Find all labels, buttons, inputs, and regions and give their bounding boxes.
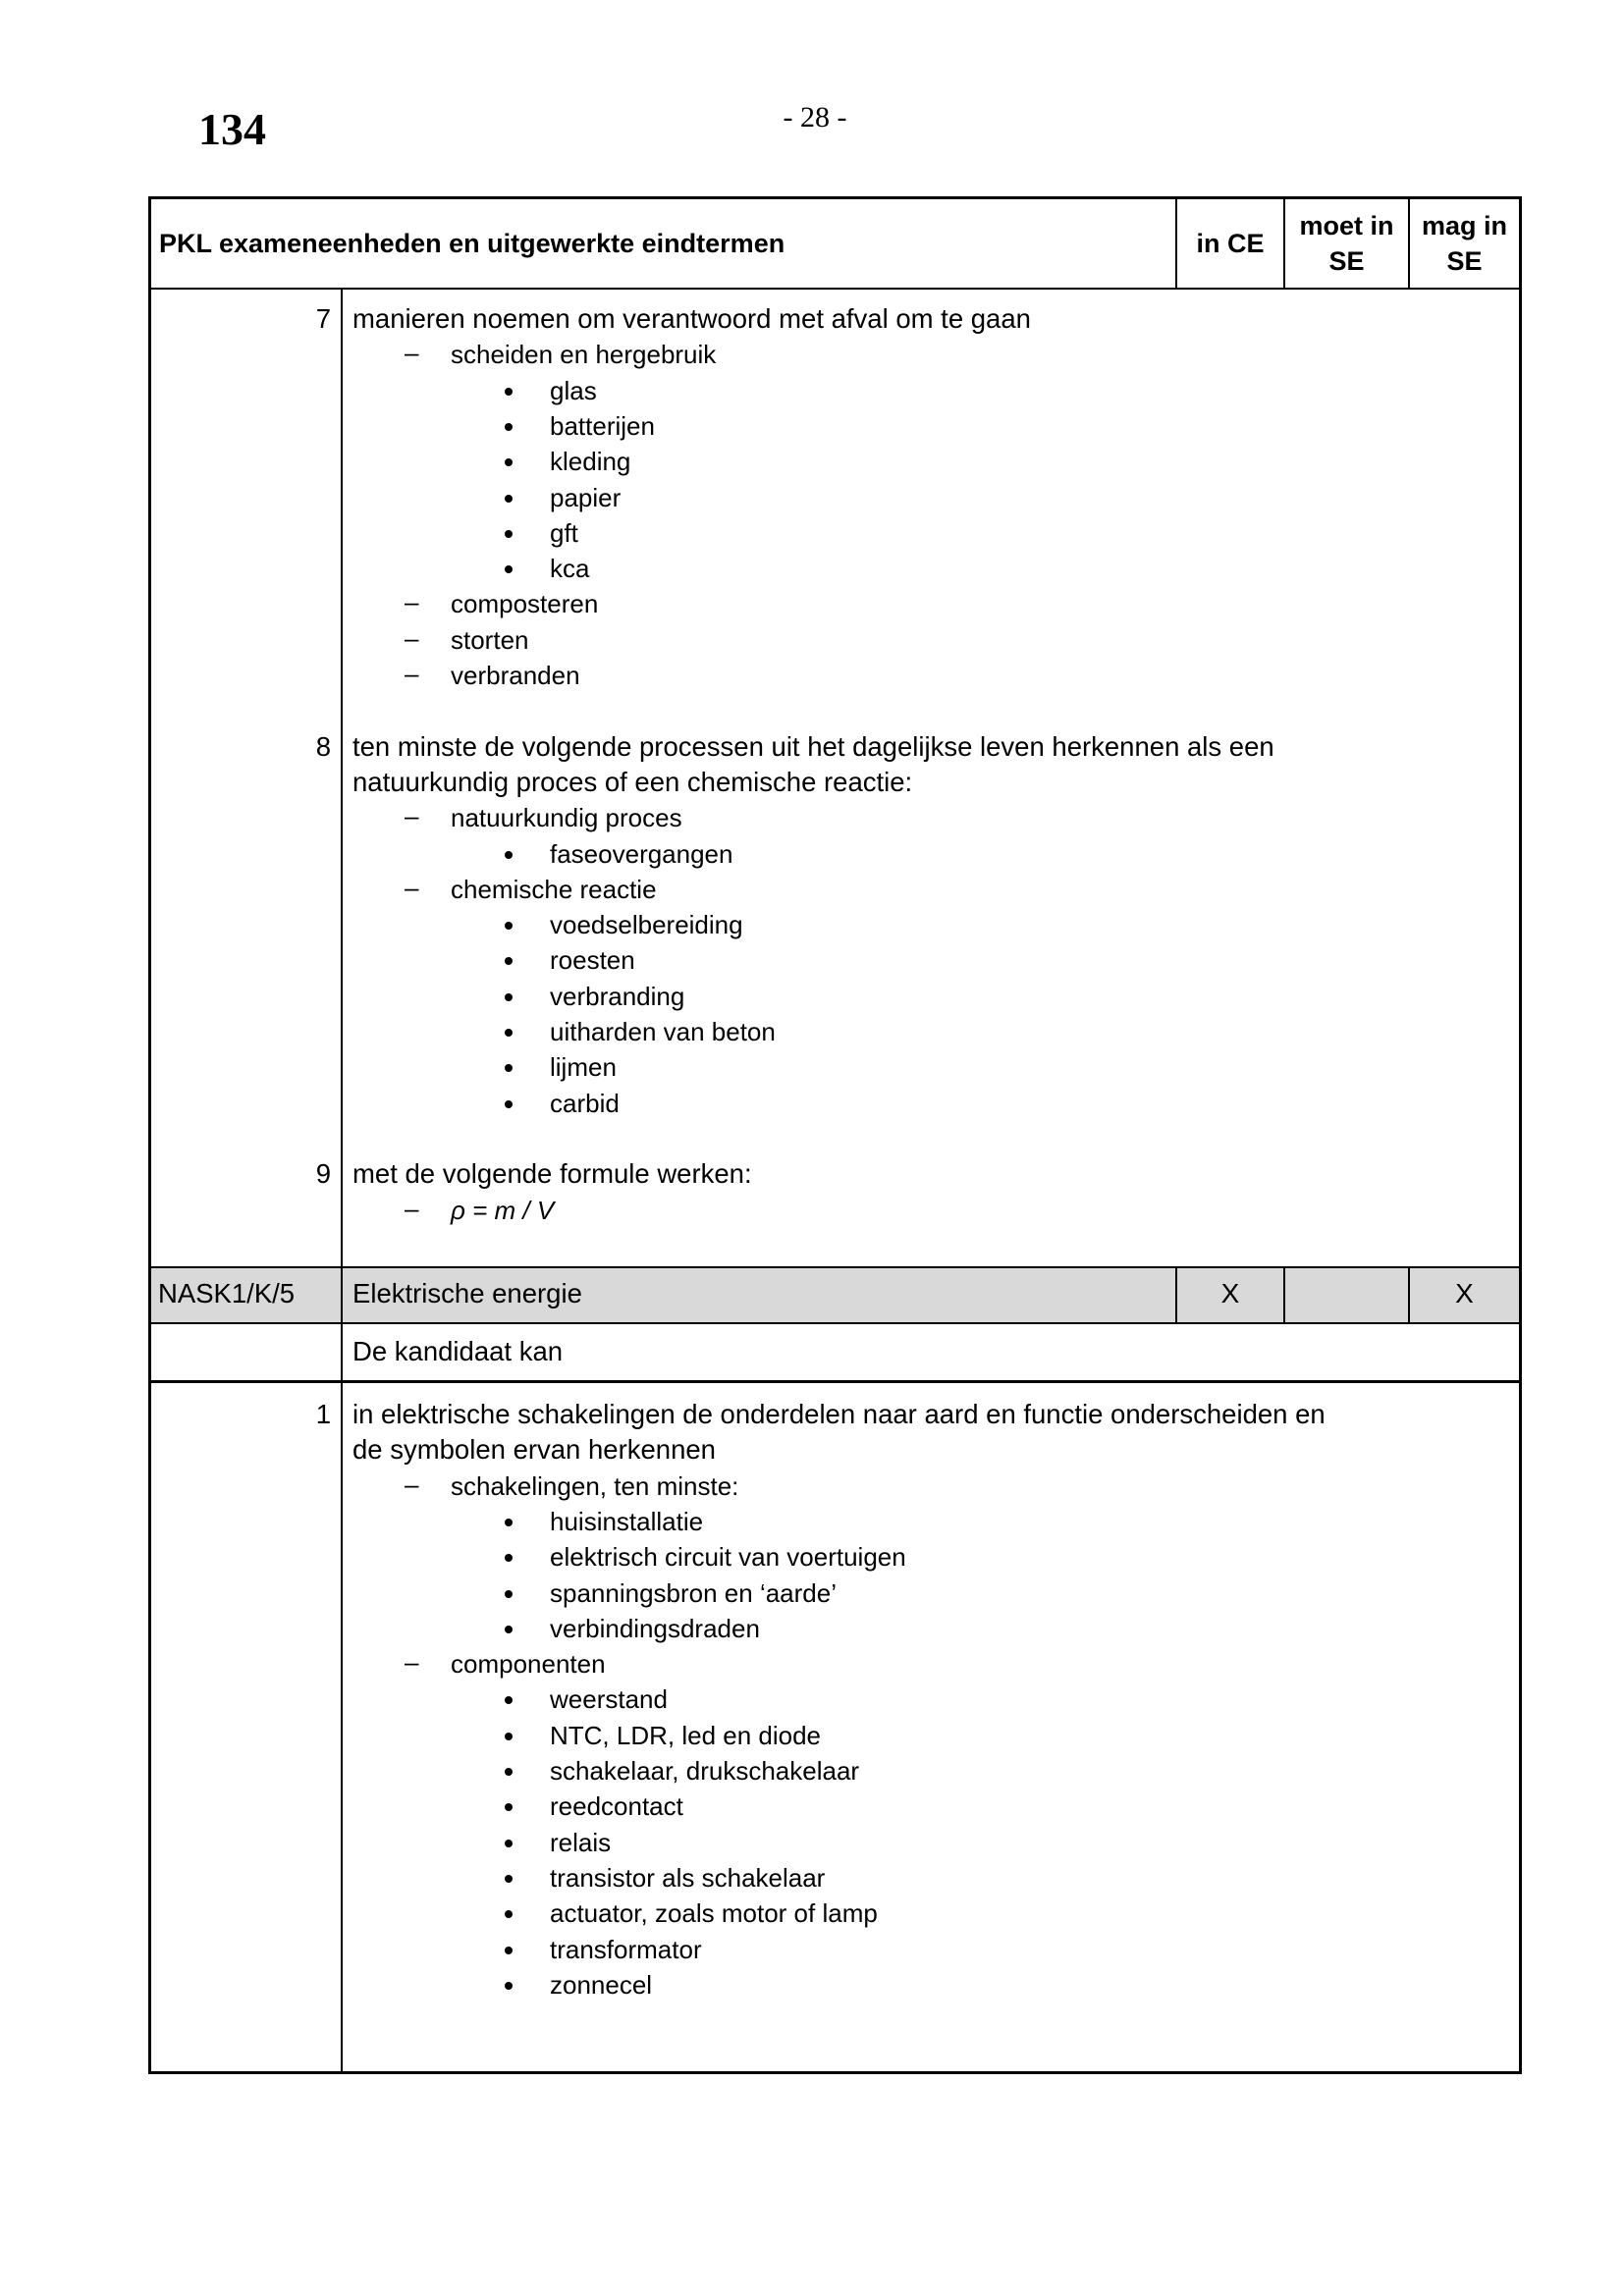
- bullet-item: papier: [550, 482, 622, 512]
- bullet-icon: [505, 1840, 513, 1847]
- bullet-item: elektrisch circuit van voertuigen: [550, 1542, 906, 1573]
- bullet-item: relais: [550, 1827, 612, 1857]
- bullet-item: actuator, zoals motor of lamp: [550, 1898, 878, 1929]
- bullet-item: lijmen: [550, 1052, 617, 1083]
- bullet-item: reedcontact: [550, 1791, 683, 1822]
- code-column-border: [341, 288, 343, 2074]
- header-in-ce: in CE: [1196, 229, 1265, 258]
- dash-marker: –: [405, 801, 419, 831]
- section-moet-border: [1283, 1266, 1285, 1324]
- intro-row-bottom-border: [148, 1380, 1522, 1383]
- header-bottom-border: [148, 288, 1522, 290]
- header-mag-line2: SE: [1446, 246, 1483, 276]
- section-row-bottom-border: [148, 1322, 1522, 1324]
- bullet-item: weerstand: [550, 1684, 668, 1715]
- bullet-item: transformator: [550, 1934, 702, 1964]
- bullet-icon: [505, 1947, 513, 1954]
- objective-number: 1: [315, 1399, 331, 1429]
- objective-text-line: manieren noemen om verantwoord met afval om te gaan: [352, 303, 1031, 334]
- bullet-icon: [505, 495, 513, 503]
- sub-item-label: storten: [451, 624, 529, 655]
- bullet-icon: [505, 1626, 513, 1633]
- sub-item-label: scheiden en hergebruik: [451, 340, 717, 370]
- table-top-border: [148, 196, 1522, 199]
- bullet-icon: [505, 1064, 513, 1072]
- bullet-item: faseovergangen: [550, 838, 733, 869]
- bullet-icon: [505, 1910, 513, 1918]
- table-bottom-border: [148, 2071, 1522, 2074]
- dash-marker: –: [405, 1468, 419, 1499]
- bullet-icon: [505, 458, 513, 466]
- dash-marker: –: [405, 1647, 419, 1678]
- bullet-icon: [505, 423, 513, 431]
- bullet-item: NTC, LDR, led en diode: [550, 1720, 822, 1750]
- bullet-icon: [505, 1696, 513, 1704]
- bullet-icon: [505, 1875, 513, 1883]
- bullet-icon: [505, 565, 513, 573]
- bullet-item: transistor als schakelaar: [550, 1862, 826, 1893]
- bullet-icon: [505, 1982, 513, 1990]
- bullet-item: huisinstallatie: [550, 1506, 704, 1536]
- table-right-border: [1519, 196, 1522, 2074]
- header-mag-in-se: [1410, 208, 1519, 279]
- bullet-item: zonnecel: [550, 1969, 653, 2000]
- bullet-icon: [505, 1554, 513, 1562]
- page-number: - 28 -: [783, 101, 847, 133]
- bullet-icon: [505, 851, 513, 859]
- table-left-border: [148, 196, 151, 2074]
- bullet-item: kleding: [550, 447, 631, 477]
- sub-item-label: schakelingen, ten minste:: [451, 1470, 739, 1501]
- document-number: 134: [198, 104, 266, 154]
- bullet-item: carbid: [550, 1088, 620, 1118]
- bullet-item: roesten: [550, 945, 635, 976]
- dash-marker: –: [405, 872, 419, 902]
- bullet-icon: [505, 1519, 513, 1526]
- sub-item-label: ρ = m / V: [451, 1195, 555, 1225]
- dash-marker: –: [405, 338, 419, 368]
- bullet-item: spanningsbron en ‘aarde’: [550, 1577, 837, 1608]
- sub-item-label: componenten: [451, 1649, 606, 1680]
- bullet-item: schakelaar, drukschakelaar: [550, 1756, 860, 1786]
- section-title: Elektrische energie: [352, 1278, 582, 1308]
- bullet-icon: [505, 993, 513, 1001]
- sub-item-label: composteren: [451, 589, 599, 619]
- bullet-icon: [505, 1029, 513, 1037]
- bullet-item: gft: [550, 517, 578, 548]
- objective-text-line: met de volgende formule werken:: [352, 1158, 752, 1190]
- bullet-icon: [505, 1733, 513, 1740]
- objective-number: 7: [315, 303, 331, 334]
- bullet-icon: [505, 1803, 513, 1811]
- objective-text-line: ten minste de volgende processen uit het dagelijkse leven herkennen als een: [352, 730, 1274, 762]
- bullet-item: kca: [550, 554, 590, 584]
- bullet-icon: [505, 530, 513, 538]
- bullet-icon: [505, 957, 513, 965]
- header-moet-line1: moet in: [1299, 211, 1394, 240]
- bullet-item: uitharden van beton: [550, 1017, 776, 1046]
- dash-marker: –: [405, 659, 419, 688]
- bullet-icon: [505, 922, 513, 930]
- objective-number: 8: [315, 730, 331, 762]
- header-mag-line1: mag in: [1421, 211, 1507, 240]
- objective-number: 9: [315, 1158, 331, 1190]
- dash-marker: –: [405, 1193, 419, 1223]
- bullet-icon: [505, 1590, 513, 1598]
- objective-text-line: in elektrische schakelingen de onderdelen naar aard en functie onderscheiden en: [352, 1399, 1326, 1429]
- section-code: NASK1/K/5: [158, 1278, 296, 1308]
- sub-item-label: verbranden: [451, 661, 580, 690]
- dash-marker: –: [405, 587, 419, 617]
- section-in-ce-mark: X: [1220, 1278, 1240, 1308]
- header-moet-line2: SE: [1328, 246, 1365, 276]
- objective-text-line: de symbolen ervan herkennen: [352, 1434, 716, 1466]
- bullet-icon: [505, 1100, 513, 1108]
- bullet-icon: [505, 1768, 513, 1776]
- sub-item-label: natuurkundig proces: [451, 803, 682, 833]
- bullet-item: verbranding: [550, 981, 685, 1011]
- section-row-top-border: [148, 1266, 1522, 1268]
- bullet-icon: [505, 388, 513, 396]
- sub-item-label: chemische reactie: [451, 874, 657, 904]
- dash-marker: –: [405, 622, 419, 653]
- bullet-item: batterijen: [550, 410, 655, 441]
- section-mag-in-se-mark: X: [1455, 1278, 1474, 1308]
- bullet-item: glas: [550, 375, 597, 405]
- section-intro: De kandidaat kan: [352, 1336, 564, 1366]
- header-moet-in-se: [1285, 208, 1408, 279]
- bullet-item: verbindingsdraden: [550, 1613, 760, 1643]
- bullet-item: voedselbereiding: [550, 910, 743, 940]
- table-header-title: PKL exameneenheden en uitgewerkte eindtermen: [159, 229, 785, 258]
- objective-text-line: natuurkundig proces of een chemische reactie:: [352, 766, 913, 797]
